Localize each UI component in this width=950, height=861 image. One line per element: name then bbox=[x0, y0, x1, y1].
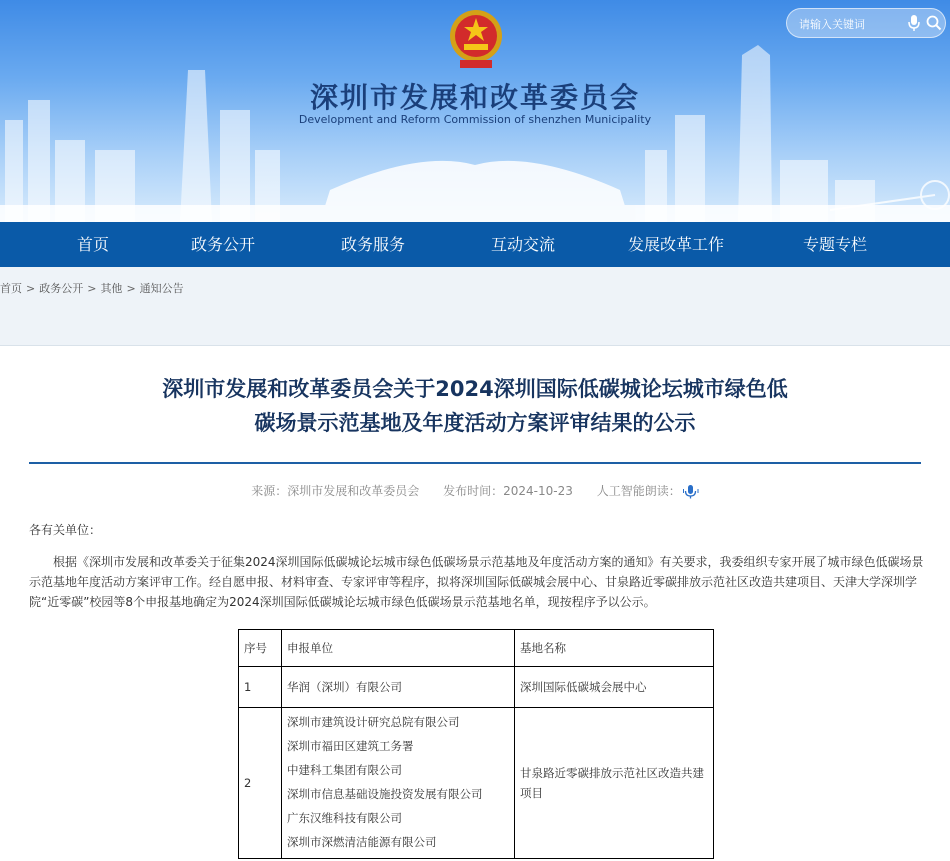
microphone-icon[interactable] bbox=[907, 14, 921, 32]
nav-item-gov-affairs-open[interactable]: 政务公开 bbox=[190, 235, 255, 254]
site-subtitle: Development and Reform Commission of shenzhen Municipality bbox=[298, 113, 652, 126]
breadcrumb-notices[interactable]: 通知公告 bbox=[139, 282, 184, 295]
applicant-unit: 中建科工集团有限公司 bbox=[287, 763, 402, 777]
table-header-row bbox=[239, 630, 714, 667]
article-paragraph: 根据《深圳市发展和改革委关于征集2024深圳国际低碳城论坛城市绿色低碳场景示范基地及年度活动方案的通知》有关要求，我委组织专家开展了城市绿色低碳场景示范基地年度活动方案评审工作。经自愿申报、材料审查、专家评审等程序，拟将深圳国际低碳城会展中心、甘泉路近零碳排放示范社区改造共建项目、天津大学深圳学院“近零碳”校园等8个申报基地确定为2024深圳国际低碳城论坛城市绿色低碳场景示范基地名单，现按程序予以公示。 bbox=[29, 555, 924, 609]
search-icon[interactable] bbox=[926, 15, 942, 31]
breadcrumb-separator: > bbox=[26, 282, 36, 295]
voice-play-icon[interactable] bbox=[683, 485, 699, 499]
nav-item-gov-services[interactable]: 政务服务 bbox=[340, 235, 405, 254]
table-row bbox=[239, 708, 714, 859]
article-publish-time: 发布时间：2024-10-23 bbox=[443, 484, 573, 498]
header-banner bbox=[0, 0, 950, 222]
table-cell-base: 深圳国际低碳城会展中心 bbox=[515, 667, 714, 708]
search-box[interactable] bbox=[786, 8, 946, 38]
article-title bbox=[60, 372, 890, 440]
national-emblem-icon bbox=[446, 6, 506, 70]
nav-item-special-topics[interactable]: 专题专栏 bbox=[802, 235, 867, 254]
applicant-unit: 广东汉维科技有限公司 bbox=[287, 811, 402, 825]
title-divider bbox=[29, 462, 921, 464]
nav-item-interaction[interactable]: 互动交流 bbox=[490, 235, 555, 254]
search-input[interactable] bbox=[797, 13, 911, 35]
table-row bbox=[239, 667, 714, 708]
table-cell-units bbox=[282, 708, 515, 859]
breadcrumb-gov-open[interactable]: 政务公开 bbox=[39, 282, 84, 295]
table-header-base: 基地名称 bbox=[515, 630, 714, 667]
table-header-no: 序号 bbox=[239, 630, 282, 667]
breadcrumb-bar bbox=[0, 267, 950, 346]
nav-item-reform-work[interactable]: 发展改革工作 bbox=[627, 235, 724, 254]
applicant-unit: 深圳市深燃清洁能源有限公司 bbox=[287, 835, 437, 849]
table-cell-no: 2 bbox=[239, 708, 282, 859]
applicant-unit: 深圳市建筑设计研究总院有限公司 bbox=[287, 715, 460, 729]
table-cell-no: 1 bbox=[239, 667, 282, 708]
applicant-unit: 深圳市信息基础设施投资发展有限公司 bbox=[287, 787, 483, 801]
site-title: 深圳市发展和改革委员会 bbox=[309, 81, 640, 114]
main-nav bbox=[0, 222, 950, 267]
ai-read-text: 人工智能朗读： bbox=[596, 484, 681, 498]
article-title-line1: 深圳市发展和改革委员会关于2024深圳国际低碳城论坛城市绿色低 bbox=[162, 377, 788, 401]
table-cell-base: 甘泉路近零碳排放示范社区改造共建项目 bbox=[515, 708, 714, 859]
breadcrumb-home[interactable]: 首页 bbox=[0, 282, 22, 295]
table-cell-unit: 华润（深圳）有限公司 bbox=[282, 667, 515, 708]
results-table bbox=[238, 629, 714, 859]
applicant-unit: 深圳市福田区建筑工务署 bbox=[287, 739, 414, 753]
article-title-line2: 碳场景示范基地及年度活动方案评审结果的公示 bbox=[254, 411, 696, 435]
breadcrumb-separator: > bbox=[126, 282, 136, 295]
article-meta bbox=[0, 482, 950, 499]
breadcrumb-separator: > bbox=[87, 282, 97, 295]
article-source: 来源：深圳市发展和改革委员会 bbox=[251, 484, 420, 498]
table-header-unit: 申报单位 bbox=[282, 630, 515, 667]
salutation: 各有关单位： bbox=[29, 523, 102, 537]
breadcrumb-other[interactable]: 其他 bbox=[100, 282, 123, 295]
ai-read-label bbox=[597, 484, 699, 498]
breadcrumb bbox=[0, 280, 184, 296]
nav-item-home[interactable]: 首页 bbox=[76, 235, 109, 254]
